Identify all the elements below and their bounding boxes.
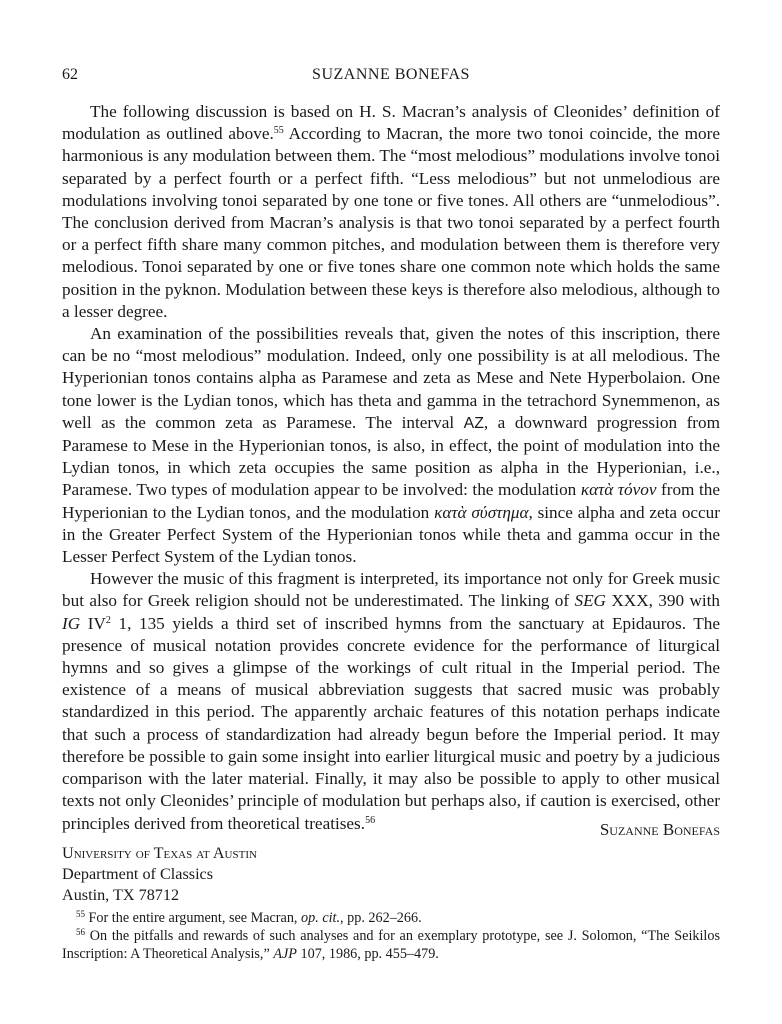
page-header [62,66,720,88]
interval-label: AZ [463,414,484,432]
text-run: For the entire argument, see Macran, [85,910,302,926]
italic-text: SEG [574,591,606,611]
footnote [62,927,720,963]
page-number: 62 [62,66,78,83]
affiliation-department: Department of Classics [62,865,214,883]
italic-text: κατὰ τόνον [580,480,657,500]
italic-text: AJP [273,946,297,962]
text-run: , since alpha and zeta occur in the Greater Perfect System of the Hyperionian tonos while theta and gamma occur in the Lesser Perfect System of the Lydian tonos. [62,502,720,567]
italic-text: κατὰ σύστημα [434,502,529,522]
footnote-marker: 55 [273,125,284,137]
affiliation-university: University of Texas at Austin [62,844,257,862]
text-run: 107, 1986, pp. 455–479. [296,946,439,962]
text-run: IV [80,613,106,633]
text-run: The following discussion is based on H. S. Macran’s analysis of Cleonides’ definition of modulation as outlined above. [62,102,720,144]
affiliation-address: Austin, TX 78712 [62,886,180,904]
footnote-marker: 2 [105,614,111,626]
paragraph [62,101,720,323]
author-affiliation [62,843,257,906]
article-body [62,101,720,835]
running-head: SUZANNE BONEFAS [312,66,470,83]
footnote-marker: 56 [365,814,376,826]
paragraph [62,568,720,834]
italic-text: op. cit. [301,910,341,926]
footnote-marker: 56 [76,927,85,937]
text-run: However the music of this fragment is interpreted, its importance not only for Greek music but also for Greek religion should not be underestimated. The linking of [62,569,720,611]
text-run: from the Hyperionian to the Lydian tonos, and the modulation [62,480,720,522]
text-run: , pp. 262–266. [340,910,422,926]
paragraph [62,323,720,568]
text-run: On the pitfalls and rewards of such analyses and for an exemplary prototype, see J. Solomon, “The Seikilos Inscription: A Theoretical Analysis,” [62,928,720,962]
footnote-marker: 55 [76,909,85,919]
author-signature: Suzanne Bonefas [599,820,720,839]
text-run: An examination of the possibilities reveals that, given the notes of this inscription, there can be no “most melodious” modulation. Indeed, only one possibility is at all melodious. The Hyperionian tonos contains alpha as Paramese and zeta as Mese and Nete Hyperbolaion. One tone lower is the Lydian tonos, which has theta and gamma in the tetrachord Synemmenon, as well as the common zeta as Paramese. The interval [62,324,720,432]
footnotes [62,909,720,963]
italic-text: IG [62,613,81,633]
text-run: 1, 135 yields a third set of inscribed hymns from the sanctuary at Epidauros. The presence of musical notation provides concrete evidence for the performance of liturgical hymns and so gives a glimpse of the workings of cult ritual in the Imperial period. The existence of a means of musical abbreviation suggests that sacred music was probably standardized in this period. The apparently archaic features of this notation perhaps indicate that such a process of standardization had already begun before the Imperial period. It may therefore be possible to gain some insight into earlier liturgical music and poetry by a judicious comparison with the later material. Finally, it may also be possible to apply to other musical texts not only Cleonides’ principle of modulation but perhaps also, if caution is exercised, other principles derived from theoretical treatises. [62,613,721,833]
text-run: , a downward progression from Paramese to Mese in the Hyperionian tonos, is also, in effect, the point of modulation into the Lydian tonos, in which zeta occupies the same position as alpha in the Hyperionian, i.e., Paramese. Two types of modulation appear to be involved: the modulation [62,412,720,500]
footnote [62,909,720,927]
text-run: According to Macran, the more two tonoi coincide, the more harmonious is any modulation between them. The “most melodious” modulations involve tonoi separated by a perfect fourth or a perfect fifth. “Less melodious” but not unmelodious are modulations involving tonoi separated by one tone or five tones. All others are “unmelodious”. The conclusion derived from Macran’s analysis is that two tonoi separated by a perfect fourth or a perfect fifth share many common pitches, and modulation between them is therefore very melodious. Tonoi separated by one or five tones share one common note which holds the same position in the pyknon. Modulation between these keys is therefore also melodious, although to a lesser degree. [62,124,720,321]
text-run: XXX, 390 with [605,591,720,611]
